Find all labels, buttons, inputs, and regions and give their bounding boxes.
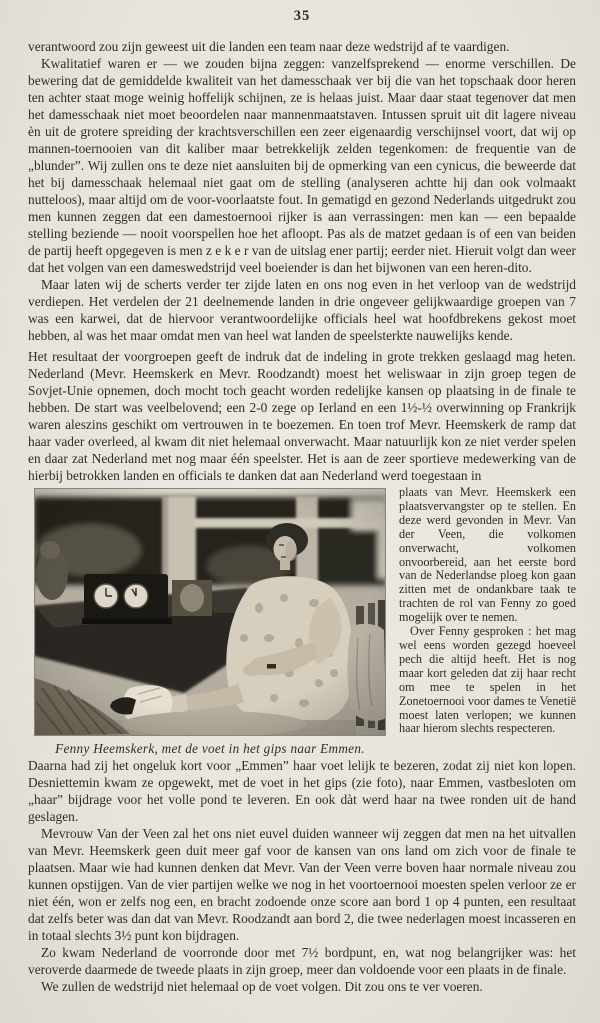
body-paragraph: Maar laten wij de scherts verder ter zijde laten en ons nog even in het verloop van de wedstrijd verdiepen. Het verdelen der 21 deelnemende landen in drie ongeveer gelijkwaardige groepen van 7 was een karwei, dat de hiervoor verantwoordelijke officials heel wat hoofdbrekens gekost moet hebben, al was het maar omdat men van heel wat landen de speelsterkte nauwelijks kende. xyxy=(28,277,576,343)
body-paragraph: Zo kwam Nederland de voorronde door met 7½ bordpunt, en, wat nog belangrijker was: het veroverde daarmede de tweede plaats in zijn groep, meer dan voldoende voor een plaats in de finale. xyxy=(28,945,576,977)
side-column xyxy=(399,486,576,757)
body-paragraph: verantwoord zou zijn geweest uit die landen een team naar deze wedstrijd af te vaardigen. xyxy=(28,39,510,54)
photo-figure xyxy=(34,488,386,757)
photo-fenny-heemskerk xyxy=(34,488,386,736)
body-paragraph: We zullen de wedstrijd niet helemaal op de voet volgen. Dit zou ons te ver voeren. xyxy=(41,979,483,994)
photo-vignette xyxy=(34,488,386,736)
body-paragraph: Kwalitatief waren er — we zouden bijna zeggen: vanzelfsprekend — enorme verschillen. De bewering dat de gemiddelde kwaliteit van het damesschaak ver bij die van het topschaak door heren ten achter staat moge weinig hoffelijk schijnen, ze is helaas juist. Maar daar staat tegenover dat men het damesschaak niet moet beoordelen naar mannenmaatstaven. Intussen spruit uit dit lagere niveau èn uit de grotere spreiding der krachtsverschillen een zeer eigenaardig verschijnsel voort, dat wij op mannen-toernooien van dit kaliber maar betrekkelijk zelden tegenkomen: de frequentie van de „blunder”. Wij zullen ons te deze niet aansluiten bij de opmerking van een cynicus, die beweerde dat het bij damesschaak helemaal niet gaat om de stelling (analyseren achtte hij dan ook volmaakt nutteloos), maar altijd om de voor-voorlaatste fout. In gematigd en gezond Nederlands uitgedrukt zou men kunnen zeggen dat een damestoernooi rijker is aan verrassingen: men kan — een bepaalde stelling beziende — nooit voorspellen hoe het afloopt. Pas als de matzet gedaan is of een van beiden de partij heeft opgegeven is men z e k e r van de uitslag ener partij; eerder niet. Hieruit volgt dan weer dat het volgen van een dameswedstrijd veel boeiender is dan het bijwonen van een heren-dito. xyxy=(28,56,576,275)
photo-caption: Fenny Heemskerk, met de voet in het gips naar Emmen. xyxy=(55,741,365,756)
body-paragraph: Mevrouw Van der Veen zal het ons niet euvel duiden wanneer wij zeggen dat men na het uitvallen van Mevr. Heemskerk geen duit meer gaf voor de kansen van ons land om zich voor de finale te plaatsen. Maar wie had kunnen denken dat Mevr. Van der Veen verre boven haar normale niveau zou kunnen opstijgen. Van de vier partijen welke we nog in het voortoernooi moesten spelen verloor ze er niet één, won er zelfs nog een, en bracht zodoende onze score aan bord 1 op 4 punten, een resultaat dat zelfs beter was dan dat van Mevr. Roodzandt aan bord 2, die twee nederlagen moest incasseren en in totaal slechts 3½ punt kon bijdragen. xyxy=(28,826,576,943)
page-number: 35 xyxy=(293,8,311,24)
body-paragraph: Daarna had zij het ongeluk kort voor „Emmen” haar voet lelijk te bezeren, zodat zij niet kon lopen. Desniettemin kwam ze opgewekt, met de voet in het gips (zie foto), naar Emmen, vastbesloten om „haar” bijdrage voor het volle pond te leveren. En ook dàt werd haar na twee ronden uit de hand geslagen. xyxy=(28,758,576,824)
photo-and-side-column xyxy=(28,486,576,757)
side-paragraph: plaats van Mevr. Heemskerk een plaatsvervangster op te stellen. En deze werd gevonden in Mevr. Van der Veen, die volkomen onverwacht, volkomen onvoorbereid, aan het eerste bord van de Nederlandse ploeg kon gaan zitten met de ondankbare taak te trachten de rol van Fenny zo goed mogelijk over te nemen. xyxy=(399,485,576,625)
body-paragraph: Het resultaat der voorgroepen geeft de indruk dat de indeling in grote trekken geslaagd mag heten. Nederland (Mevr. Heemskerk en Mevr. Roodzandt) moest het weliswaar in zijn groep tegen de Sovjet-Unie opnemen, doch mocht toch geacht worden redelijke kansen op plaatsing in de finale te hebben. De start was veelbelovend; een 2-0 zege op Ierland en een 1½-½ overwinning op Frankrijk waren aleszins geschikt om vertrouwen in te boezemen. En toen trof Mevr. Heemskerk de ramp dat haar vader overleed, al kwam dit niet helemaal onverwacht. Maar natuurlijk kon ze niet verder spelen en daar zat Nederland met nog maar één speelster. Het is aan de zeer sportieve medewerking van de hierbij betrokken landen en officials te danken dat aan Nederland werd toegestaan in xyxy=(28,349,576,483)
side-paragraph: Over Fenny gesproken : het mag wel eens worden gezegd hoeveel pech die altijd heeft. Het is nog maar kort geleden dat zij haar recht om mee te spelen in het Zonetoernooi voor dames te Venetië moest laten verlopen; we kunnen haar hierom slechts respecteren. xyxy=(399,624,576,736)
